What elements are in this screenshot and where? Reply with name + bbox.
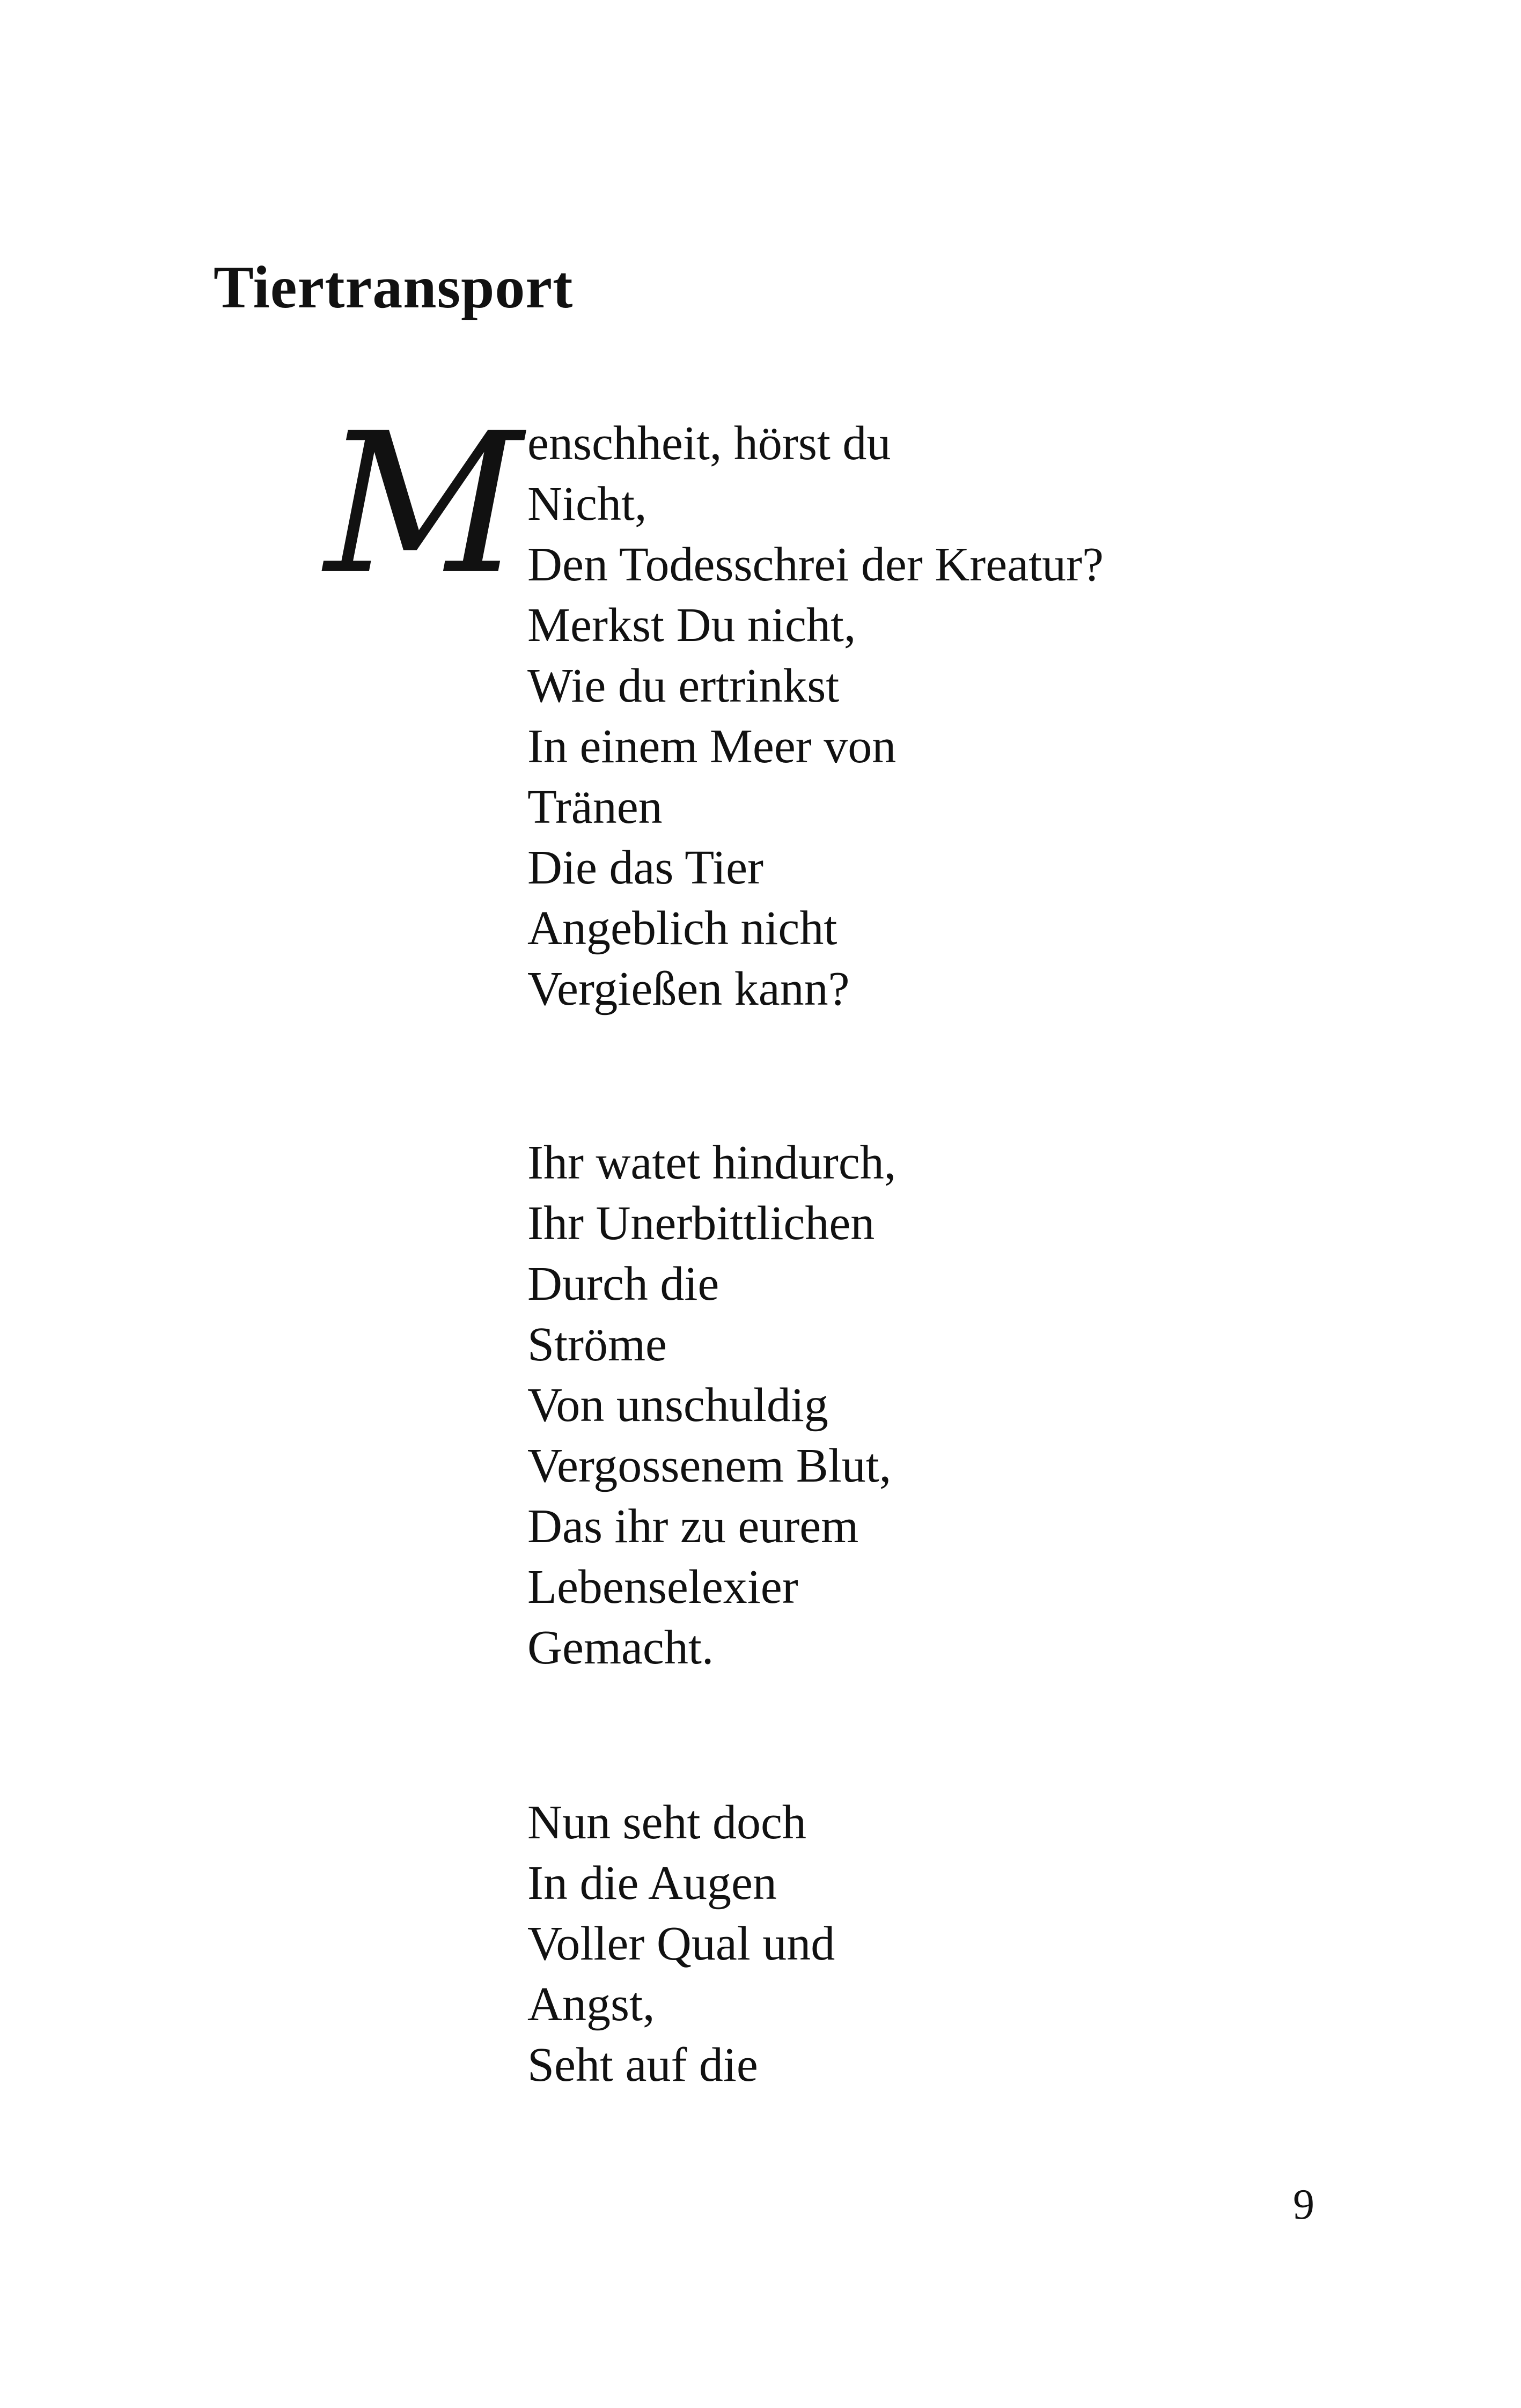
stanza-1 bbox=[527, 413, 1104, 1019]
page-number: 9 bbox=[1293, 2181, 1314, 2228]
poem-line: Wie du ertrinkst bbox=[527, 659, 840, 712]
poem-line: Durch die bbox=[527, 1257, 719, 1310]
poem-title: Tiertransport bbox=[214, 254, 574, 321]
poem-line: Vergossenem Blut, bbox=[527, 1439, 892, 1492]
poem-line: Den Todesschrei der Kreatur? bbox=[527, 538, 1104, 591]
poem-line: Nicht, bbox=[527, 477, 647, 531]
poem-line: Ströme bbox=[527, 1318, 667, 1371]
poem-line: Ihr watet hindurch, bbox=[527, 1136, 897, 1189]
poem-line: Angst, bbox=[527, 1978, 655, 2031]
drop-cap: M bbox=[325, 392, 523, 616]
poem-line: In die Augen bbox=[527, 1857, 777, 1910]
stanza-3 bbox=[527, 1792, 835, 2095]
poem-line: Das ihr zu eurem bbox=[527, 1500, 859, 1553]
poem-line: Seht auf die bbox=[527, 2038, 758, 2092]
poem-line: Voller Qual und bbox=[527, 1917, 835, 1970]
poem-line: Die das Tier bbox=[527, 841, 764, 894]
poem-line: Nun seht doch bbox=[527, 1796, 806, 1849]
poem-line: Merkst Du nicht, bbox=[527, 599, 856, 652]
poem-line: Gemacht. bbox=[527, 1621, 714, 1674]
poem-line: Lebenselexier bbox=[527, 1560, 798, 1614]
poem-line: Von unschuldig bbox=[527, 1379, 828, 1432]
poem-line: Angeblich nicht bbox=[527, 902, 837, 955]
poem-line: Tränen bbox=[527, 780, 663, 834]
poem-line: Ihr Unerbittlichen bbox=[527, 1197, 875, 1250]
poem-line: enschheit, hörst du bbox=[527, 417, 891, 470]
poem-line: Vergießen kann? bbox=[527, 962, 850, 1015]
stanza-2 bbox=[527, 1132, 896, 1678]
poem-line: In einem Meer von bbox=[527, 720, 897, 773]
